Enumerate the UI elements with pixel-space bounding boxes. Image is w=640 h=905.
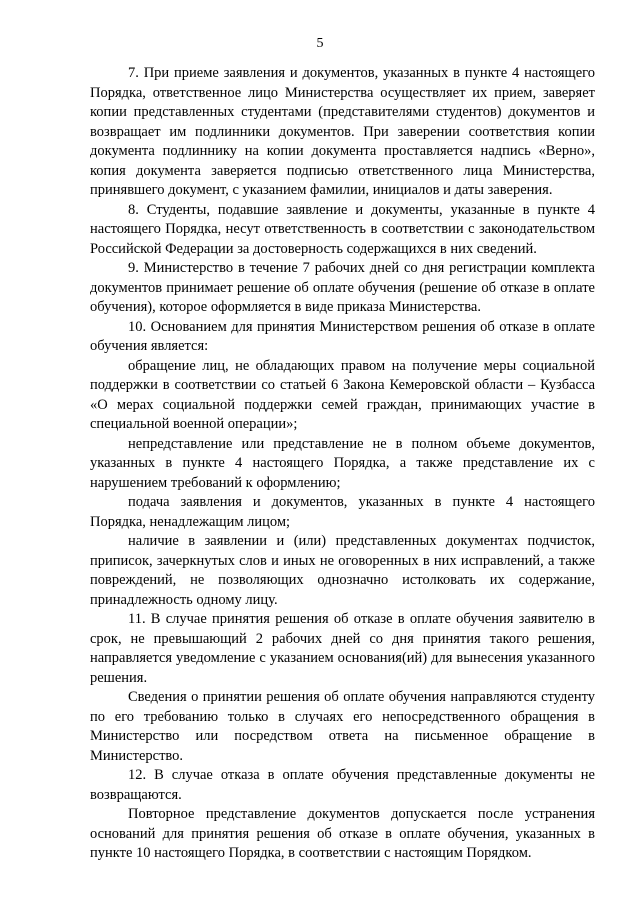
paragraph-12: 12. В случае отказа в оплате обучения представленные документы не возвращаются. bbox=[90, 767, 595, 803]
refusal-ground-4: наличие в заявлении и (или) представленных документах подчисток, приписок, зачеркнутых слов и иных не оговоренных в них исправлений, а также повреждений, не позволяющих однозначно истолковать их содержание, принадлежность одному лицу. bbox=[90, 533, 595, 608]
refusal-ground-1: обращение лиц, не обладающих правом на получение меры социальной поддержки в соответствии со статьей 6 Закона Кемеровской области – Кузбасса «О мерах социальной поддержки семей граждан, принимающих участие в специальной военной операции»; bbox=[90, 357, 595, 432]
document-body bbox=[90, 64, 595, 864]
page-number: 5 bbox=[316, 36, 324, 51]
paragraph-8: 8. Студенты, подавшие заявление и документы, указанные в пункте 4 настоящего Порядка, несут ответственность в соответствии с законодательством Российской Федерации за достоверность содержащихся в них сведений. bbox=[90, 201, 595, 257]
paragraph-7: 7. При приеме заявления и документов, указанных в пункте 4 настоящего Порядка, ответственное лицо Министерства осуществляет их прием, заверяет копии представленных студентами (представителями студентов) документов и возвращает им подлинники документов. При заверении соответствия копии документа подлиннику на копии документа проставляется надпись «Верно», копия документа заверяется подписью ответственного лица Министерства, принявшего документ, с указанием фамилии, инициалов и даты заверения. bbox=[90, 65, 595, 198]
refusal-ground-2: непредставление или представление не в полном объеме документов, указанных в пункте 4 настоящего Порядка, а также представление их с нарушением требований к оформлению; bbox=[90, 435, 595, 491]
paragraph-10: 10. Основанием для принятия Министерством решения об отказе в оплате обучения является: bbox=[90, 318, 595, 354]
paragraph-12-resubmission: Повторное представление документов допускается после устранения оснований для принятия решения об отказе в оплате обучения, указанных в пункте 10 настоящего Порядка, в соответствии с настоящим Порядком. bbox=[90, 806, 595, 861]
refusal-ground-3: подача заявления и документов, указанных в пункте 4 настоящего Порядка, ненадлежащим лицом; bbox=[90, 494, 595, 530]
paragraph-9: 9. Министерство в течение 7 рабочих дней со дня регистрации комплекта документов принимает решение об оплате обучения (решение об отказе в оплате обучения), которое оформляется в виде приказа Министерства. bbox=[90, 260, 595, 315]
paragraph-11: 11. В случае принятия решения об отказе в оплате обучения заявителю в срок, не превышающий 2 рабочих дней со дня принятия такого решения, направляется уведомление с указанием основания(ий) для вынесения указанного решения. bbox=[90, 611, 595, 686]
paragraph-11-info: Сведения о принятии решения об оплате обучения направляются студенту по его требованию только в случаях его непосредственного обращения в Министерство или посредством ответа на письменное обращение в Министерство. bbox=[90, 689, 595, 764]
